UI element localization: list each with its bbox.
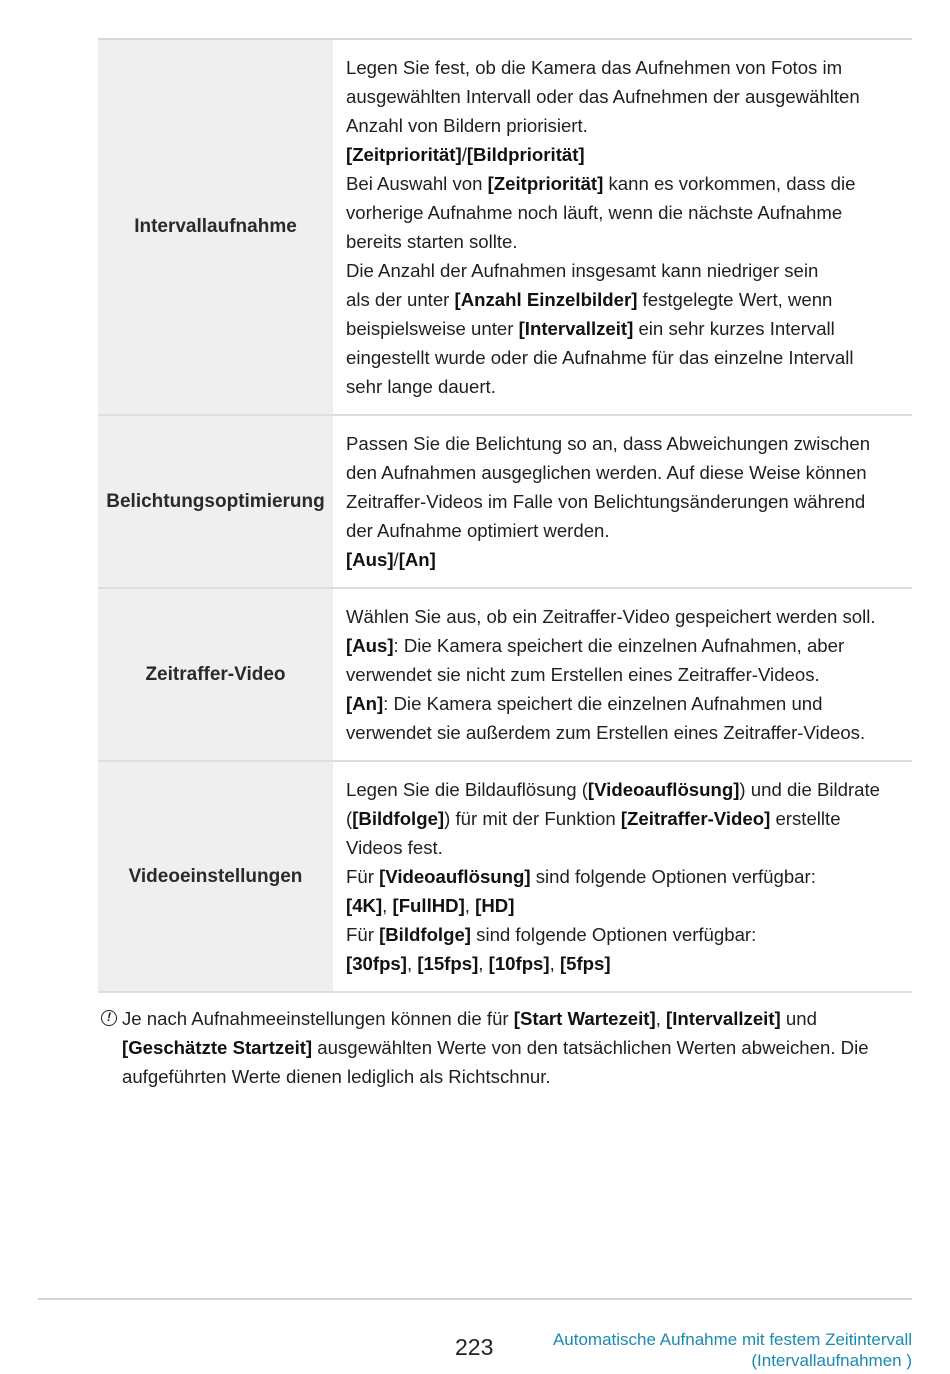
text-run: ( — [346, 808, 353, 829]
description-line — [346, 372, 912, 401]
text-run: als der unter — [346, 289, 455, 310]
text-run: aufgeführten Werte dienen lediglich als Richtschnur. — [122, 1066, 551, 1087]
note-line — [100, 1004, 912, 1033]
description-line — [346, 775, 912, 804]
option-keyword: [Intervallzeit] — [518, 318, 634, 339]
description-line — [346, 82, 912, 111]
text-run: Zeitraffer-Videos im Falle von Belichtungsänderungen während — [346, 491, 866, 512]
text-run: ein sehr kurzes Intervall — [633, 318, 835, 339]
description-line — [346, 256, 912, 285]
option-keyword: [10fps] — [488, 953, 550, 974]
option-keyword: [Zeitpriorität] — [346, 144, 462, 165]
description-line — [346, 140, 912, 169]
text-run: bereits starten sollte. — [346, 231, 518, 252]
text-run: Legen Sie die Bildauflösung ( — [346, 779, 588, 800]
settings-table — [98, 38, 912, 993]
text-run: sind folgende Optionen verfügbar: — [470, 924, 757, 945]
text-run: sehr lange dauert. — [346, 376, 496, 397]
option-keyword: [30fps] — [346, 953, 407, 974]
setting-description — [333, 762, 912, 991]
text-run: , — [478, 953, 489, 974]
text-run: Passen Sie die Belichtung so an, dass Abweichungen zwischen — [346, 433, 871, 454]
description-line — [346, 53, 912, 82]
description-line — [346, 545, 912, 574]
setting-description — [333, 589, 912, 760]
setting-name: Zeitraffer-Video — [98, 589, 333, 760]
description-line — [346, 516, 912, 545]
setting-name: Intervallaufnahme — [98, 40, 333, 414]
description-line — [346, 285, 912, 314]
option-keyword: [15fps] — [417, 953, 479, 974]
option-keyword: [HD] — [475, 895, 515, 916]
text-run: , — [382, 895, 393, 916]
text-run: kann es vorkommen, dass die — [603, 173, 856, 194]
option-keyword: [Intervallzeit] — [666, 1008, 781, 1029]
description-line — [346, 862, 912, 891]
description-line — [346, 631, 912, 660]
footer-divider — [38, 1298, 912, 1300]
option-keyword: [Zeitraffer-Video] — [620, 808, 771, 829]
description-line — [346, 487, 912, 516]
option-keyword: [4K] — [346, 895, 383, 916]
option-keyword: [Aus] — [346, 549, 394, 570]
option-keyword: [5fps] — [559, 953, 611, 974]
description-line — [346, 833, 912, 862]
text-run: , — [655, 1008, 667, 1029]
table-row — [98, 589, 912, 762]
description-line — [346, 920, 912, 949]
text-run: Für — [346, 866, 380, 887]
description-line — [346, 949, 912, 978]
setting-description — [333, 40, 912, 414]
page-number: 223 — [455, 1334, 494, 1360]
option-keyword: [An] — [398, 549, 436, 570]
text-run: der Aufnahme optimiert werden. — [346, 520, 610, 541]
setting-name: Belichtungsoptimierung — [98, 416, 333, 587]
option-keyword: [Anzahl Einzelbilder] — [454, 289, 638, 310]
description-line — [346, 314, 912, 343]
note-line — [100, 1033, 912, 1062]
text-run: Für — [346, 924, 380, 945]
text-run: sind folgende Optionen verfügbar: — [530, 866, 816, 887]
text-run: verwendet sie nicht zum Erstellen eines Zeitraffer-Videos. — [346, 664, 820, 685]
description-line — [346, 458, 912, 487]
option-keyword: [An] — [346, 693, 384, 714]
text-run: erstellte — [770, 808, 841, 829]
text-run: beispielsweise unter — [346, 318, 519, 339]
description-line — [346, 660, 912, 689]
chapter-link-line-2[interactable]: (Intervallaufnahmen ) — [751, 1351, 912, 1370]
table-row — [98, 40, 912, 416]
option-keyword: [Videoauflösung] — [379, 866, 531, 887]
text-run: : Die Kamera speichert die einzelnen Aufnahmen, aber — [393, 635, 845, 656]
text-run: Legen Sie fest, ob die Kamera das Aufnehmen von Fotos im — [346, 57, 843, 78]
table-row — [98, 416, 912, 589]
setting-name: Videoeinstellungen — [98, 762, 333, 991]
setting-description — [333, 416, 912, 587]
text-run: eingestellt wurde oder die Aufnahme für das einzelne Intervall — [346, 347, 854, 368]
note-line — [100, 1062, 912, 1091]
chapter-link[interactable] — [553, 1329, 912, 1371]
description-line — [346, 111, 912, 140]
description-line — [346, 804, 912, 833]
description-line — [346, 689, 912, 718]
option-keyword: [Aus] — [346, 635, 394, 656]
text-run: Die Anzahl der Aufnahmen insgesamt kann niedriger sein — [346, 260, 819, 281]
text-run: / — [393, 549, 399, 570]
description-line — [346, 718, 912, 747]
description-line — [346, 227, 912, 256]
description-line — [346, 602, 912, 631]
text-run: , — [406, 953, 418, 974]
text-run: ausgewählten Intervall oder das Aufnehmen der ausgewählten — [346, 86, 860, 107]
option-keyword: [Bildpriorität] — [466, 144, 585, 165]
option-keyword: [Geschätzte Startzeit] — [122, 1037, 313, 1058]
text-run: Je nach Aufnahmeeinstellungen können die für — [122, 1008, 514, 1029]
text-run: ausgewählten Werte von den tatsächlichen Werten abweichen. Die — [312, 1037, 869, 1058]
description-line — [346, 169, 912, 198]
option-keyword: [Zeitpriorität] — [487, 173, 604, 194]
text-run: festgelegte Wert, wenn — [637, 289, 833, 310]
caution-note — [100, 1004, 912, 1091]
text-run: , — [549, 953, 560, 974]
caution-icon: ! — [101, 1010, 117, 1026]
description-line — [346, 198, 912, 227]
text-run: und — [780, 1008, 817, 1029]
text-run: den Aufnahmen ausgeglichen werden. Auf diese Weise können — [346, 462, 867, 483]
option-keyword: [Start Wartezeit] — [513, 1008, 656, 1029]
text-run: , — [464, 895, 476, 916]
description-line — [346, 429, 912, 458]
text-run: verwendet sie außerdem zum Erstellen eines Zeitraffer-Videos. — [346, 722, 866, 743]
text-run: : Die Kamera speichert die einzelnen Aufnahmen und — [383, 693, 823, 714]
text-run: Bei Auswahl von — [346, 173, 488, 194]
text-run: vorherige Aufnahme noch läuft, wenn die nächste Aufnahme — [346, 202, 843, 223]
option-keyword: [FullHD] — [392, 895, 465, 916]
text-run: / — [461, 144, 467, 165]
text-run: Anzahl von Bildern priorisiert. — [346, 115, 588, 136]
table-row — [98, 762, 912, 993]
option-keyword: [Videoauflösung] — [587, 779, 740, 800]
text-run: Videos fest. — [346, 837, 443, 858]
description-line — [346, 343, 912, 372]
text-run: ) für mit der Funktion — [444, 808, 621, 829]
text-run: ) und die Bildrate — [739, 779, 880, 800]
chapter-link-line-1[interactable]: Automatische Aufnahme mit festem Zeitintervall — [552, 1330, 912, 1349]
option-keyword: [Bildfolge] — [352, 808, 445, 829]
text-run: Wählen Sie aus, ob ein Zeitraffer-Video gespeichert werden soll. — [346, 606, 876, 627]
option-keyword: [Bildfolge] — [379, 924, 471, 945]
description-line — [346, 891, 912, 920]
